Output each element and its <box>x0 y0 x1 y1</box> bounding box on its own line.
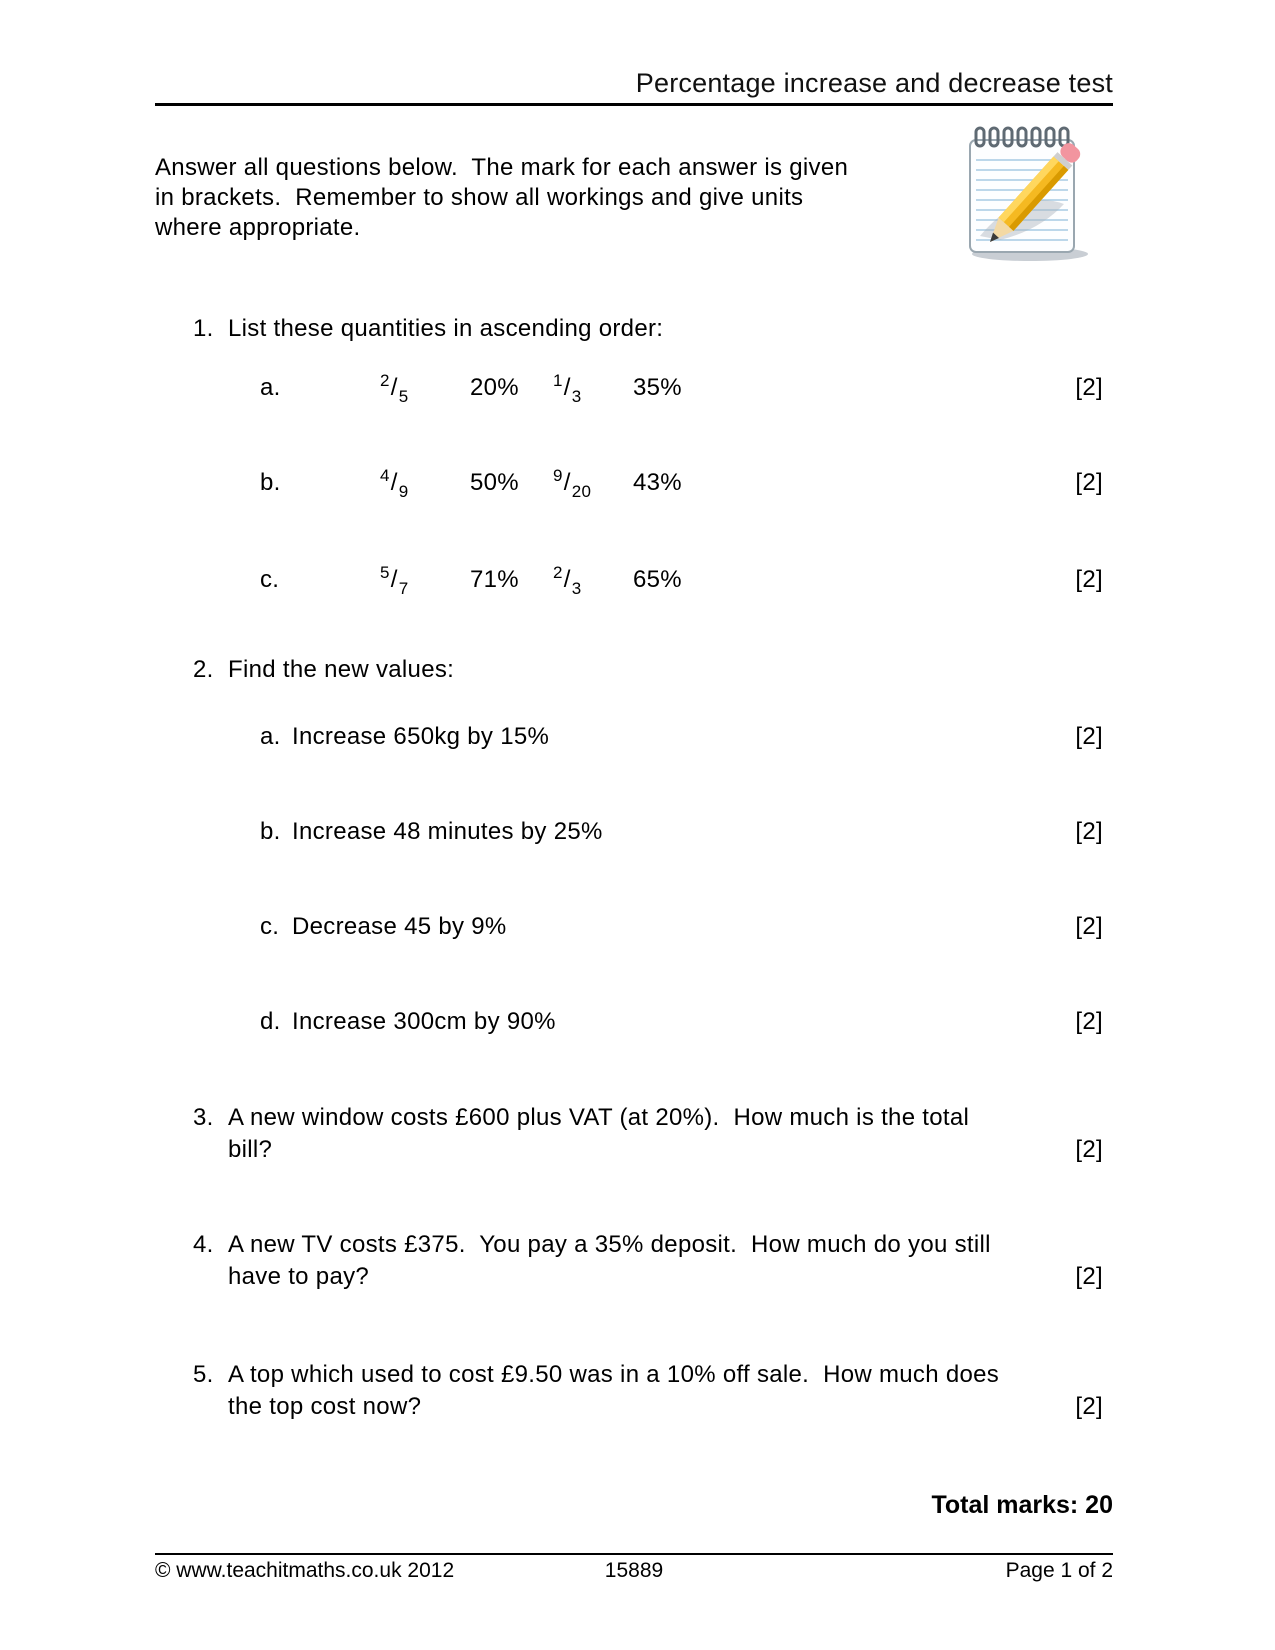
quantity-value: 35% <box>633 374 682 401</box>
mark-badge: [2] <box>1075 723 1103 750</box>
fraction-slash: / <box>390 469 398 496</box>
mark-badge: [2] <box>1075 374 1103 401</box>
fraction <box>380 371 409 406</box>
question-text <box>228 1359 1088 1423</box>
mark-badge: [2] <box>1075 1008 1103 1035</box>
fraction-denominator: 3 <box>571 579 582 598</box>
question-1c-row <box>155 563 1113 598</box>
quantity-value: 20% <box>470 374 519 401</box>
question-1b-row <box>155 466 1113 501</box>
question-2c-row <box>155 912 1113 942</box>
fraction-denominator: 3 <box>571 387 582 406</box>
part-label: c. <box>260 913 280 940</box>
question-line: A new TV costs £375. You pay a 35% deposit. How much do you still <box>228 1231 991 1258</box>
fraction <box>553 466 592 501</box>
footer-page-number: Page 1 of 2 <box>1005 1559 1113 1582</box>
question-4 <box>155 1229 1113 1293</box>
fraction-numerator: 2 <box>380 371 390 390</box>
question-2b-row <box>155 817 1113 847</box>
part-label: a. <box>260 723 281 750</box>
fraction-numerator: 4 <box>380 466 390 485</box>
question-3 <box>155 1102 1113 1166</box>
question-number: 5. <box>193 1361 214 1388</box>
intro-text <box>155 153 848 243</box>
question-number: 2. <box>193 656 214 683</box>
footer-rule <box>155 1553 1113 1555</box>
fraction-numerator: 1 <box>553 371 563 390</box>
question-line: A top which used to cost £9.50 was in a 10% off sale. How much does <box>228 1361 1000 1388</box>
fraction-denominator: 20 <box>571 482 592 501</box>
question-5 <box>155 1359 1113 1423</box>
part-text: Increase 300cm by 90% <box>292 1008 556 1035</box>
question-line: the top cost now? <box>228 1393 422 1420</box>
part-label: d. <box>260 1008 281 1035</box>
fraction <box>380 563 409 598</box>
question-text: List these quantities in ascending order: <box>228 315 664 342</box>
fraction-denominator: 5 <box>398 387 409 406</box>
quantity-value: 65% <box>633 566 682 593</box>
fraction-slash: / <box>390 566 398 593</box>
header-rule <box>155 103 1113 106</box>
mark-badge: [2] <box>1075 913 1103 940</box>
quantity-value: 50% <box>470 469 519 496</box>
mark-badge: [2] <box>1075 818 1103 845</box>
question-text <box>228 1229 1088 1293</box>
question-2d-row <box>155 1007 1113 1037</box>
fraction-numerator: 2 <box>553 563 563 582</box>
fraction-numerator: 9 <box>553 466 563 485</box>
question-number: 1. <box>193 315 214 342</box>
question-1a-row <box>155 371 1113 406</box>
mark-badge: [2] <box>1075 1263 1103 1290</box>
footer-copyright: © www.teachitmaths.co.uk 2012 <box>155 1559 455 1582</box>
fraction <box>553 563 582 598</box>
question-line: have to pay? <box>228 1263 370 1290</box>
fraction-slash: / <box>563 566 571 593</box>
part-text: Increase 48 minutes by 25% <box>292 818 603 845</box>
fraction-denominator: 9 <box>398 482 409 501</box>
fraction-slash: / <box>563 469 571 496</box>
question-2 <box>155 655 1113 685</box>
question-line: A new window costs £600 plus VAT (at 20%). How much is the total <box>228 1104 970 1131</box>
mark-badge: [2] <box>1075 1393 1103 1420</box>
question-text <box>228 1102 1088 1166</box>
footer-resource-code: 15889 <box>604 1559 664 1582</box>
part-label: a. <box>260 374 281 401</box>
mark-badge: [2] <box>1075 566 1103 593</box>
fraction-numerator: 5 <box>380 563 390 582</box>
mark-badge: [2] <box>1075 469 1103 496</box>
quantity-value: 43% <box>633 469 682 496</box>
part-text: Increase 650kg by 15% <box>292 723 550 750</box>
part-text: Decrease 45 by 9% <box>292 913 507 940</box>
question-number: 3. <box>193 1104 214 1131</box>
fraction-slash: / <box>390 374 398 401</box>
fraction <box>380 466 409 501</box>
page-title: Percentage increase and decrease test <box>635 68 1113 98</box>
part-label: c. <box>260 566 280 593</box>
intro-line: Answer all questions below. The mark for each answer is given <box>155 154 849 181</box>
fraction-denominator: 7 <box>398 579 409 598</box>
question-1 <box>155 314 1113 344</box>
question-line: bill? <box>228 1136 273 1163</box>
question-text: Find the new values: <box>228 656 455 683</box>
notepad-pencil-icon <box>960 118 1106 264</box>
quantity-value: 71% <box>470 566 519 593</box>
intro-line: in brackets. Remember to show all workings and give units <box>155 184 804 211</box>
part-label: b. <box>260 469 281 496</box>
question-2a-row <box>155 722 1113 752</box>
fraction <box>553 371 582 406</box>
intro-line: where appropriate. <box>155 214 361 241</box>
part-label: b. <box>260 818 281 845</box>
mark-badge: [2] <box>1075 1136 1103 1163</box>
fraction-slash: / <box>563 374 571 401</box>
question-number: 4. <box>193 1231 214 1258</box>
total-marks: Total marks: 20 <box>931 1491 1113 1519</box>
